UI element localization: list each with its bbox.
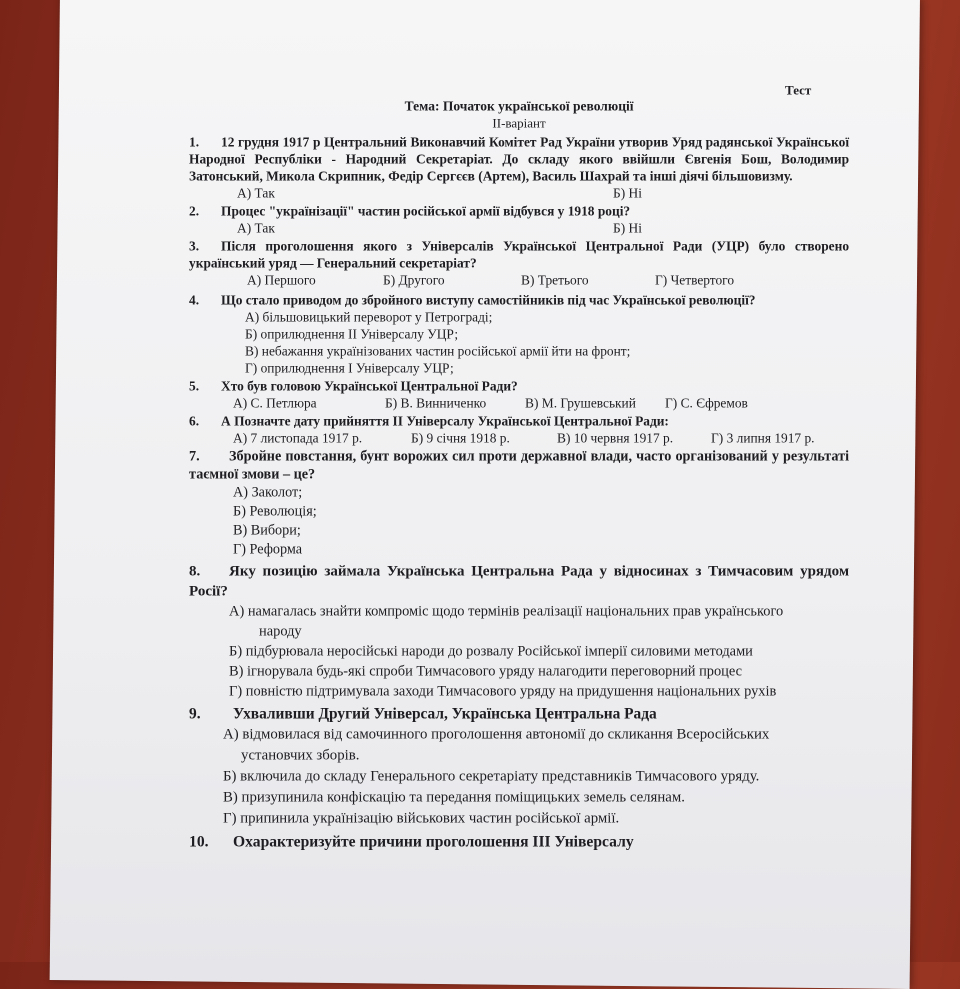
option-d: Г) оприлюднення І Універсалу УЦР; xyxy=(245,360,454,376)
question-number: 1. xyxy=(189,134,200,150)
option-b: Б) В. Винниченко xyxy=(385,395,487,411)
option-a-continued: народу xyxy=(259,623,302,640)
options-row xyxy=(237,219,849,236)
option-d: Г) С. Єфремов xyxy=(665,395,748,411)
question-number: 10. xyxy=(189,833,209,851)
question-9 xyxy=(189,703,849,724)
options-row xyxy=(237,184,849,201)
option-a: А) Першого xyxy=(247,272,316,288)
option-c: В) 10 червня 1917 р. xyxy=(557,430,674,446)
question-number: 6. xyxy=(189,413,200,429)
option-c: В) небажання українізованих частин російської армії йти на фронт; xyxy=(245,343,631,359)
option-a: А) намагалась знайти компроміс щодо термінів реалізації національних прав українського xyxy=(229,603,784,620)
question-text: А Позначте дату прийняття ІІ Універсалу Української Центральної Ради: xyxy=(221,413,669,429)
question-1 xyxy=(189,133,849,184)
option-d: Г) повністю підтримувала заходи Тимчасового уряду на придушення національних рухів xyxy=(229,683,777,700)
question-8 xyxy=(189,561,849,601)
options-row xyxy=(233,429,849,446)
question-text: Що стало приводом до збройного виступу самостійників під час Української революції? xyxy=(221,292,756,308)
option-d: Г) Реформа xyxy=(233,541,303,558)
page-title: Тема: Початок української революції xyxy=(404,98,634,114)
question-text: Процес "українізації" частин російської армії відбувся у 1918 році? xyxy=(221,203,631,219)
question-number: 3. xyxy=(189,238,200,254)
question-text: Яку позицію займала Українська Центральна Рада у відносинах з Тимчасовим урядом Росії? xyxy=(189,563,850,600)
option-a: А) більшовицький переворот у Петрограді; xyxy=(245,309,493,325)
options-row xyxy=(233,394,849,411)
question-number: 7. xyxy=(189,448,200,465)
option-a-continued: установчих зборів. xyxy=(241,747,360,764)
question-number: 2. xyxy=(189,203,200,219)
question-number: 9. xyxy=(189,705,201,723)
variant-label: ІІ-варіант xyxy=(492,115,546,131)
option-a: А) Заколот; xyxy=(233,484,303,501)
option-b: Б) Ні xyxy=(613,220,642,236)
question-text: Ухваливши Другий Універсал, Українська Центральна Рада xyxy=(233,705,657,723)
option-b: Б) підбурювала неросійські народи до розвалу Російської імперії силовими методами xyxy=(229,643,753,660)
option-b: Б) Революція; xyxy=(233,503,317,520)
test-label: Тест xyxy=(785,82,812,98)
question-number: 4. xyxy=(189,292,200,308)
question-text: Збройне повстання, бунт ворожих сил проти державної влади, часто організований у результаті таємної змови – це? xyxy=(189,448,850,483)
option-a: А) С. Петлюра xyxy=(233,395,317,411)
test-content xyxy=(189,81,849,853)
option-c: В) Вибори; xyxy=(233,522,301,539)
question-2 xyxy=(189,202,849,219)
question-5 xyxy=(189,377,849,394)
option-b: Б) Другого xyxy=(383,272,445,288)
question-text: Після проголошення якого з Універсалів Української Центральної Ради (УЦР) було створено український уряд — Генеральний секретаріат? xyxy=(189,238,850,271)
option-a: А) відмовилася від самочинного проголошення автономії до скликання Всеросійських xyxy=(223,726,770,743)
question-text: 12 грудня 1917 р Центральний Виконавчий Комітет Рад України утворив Уряд радянської Української Народної Республіки - Народний Секретаріат. До складу якого ввійшли Євгенія Бош, Володимир Затонський, Микола Скрипник, Федір Сергєєв (Артем), Василь Шахрай та інші діячі більшовизму. xyxy=(189,134,850,184)
question-3 xyxy=(189,237,849,271)
option-a: А) 7 листопада 1917 р. xyxy=(233,430,363,446)
question-7 xyxy=(189,447,849,483)
option-a: А) Так xyxy=(237,220,275,236)
option-d: Г) Четвертого xyxy=(655,272,735,288)
option-c: В) М. Грушевський xyxy=(525,395,636,411)
option-d: Г) припинила українізацію військових частин російської армії. xyxy=(223,810,620,827)
question-number: 8. xyxy=(189,563,201,580)
option-c: В) ігнорувала будь-які спроби Тимчасового уряду налагодити переговорний процес xyxy=(229,663,743,680)
question-6 xyxy=(189,412,849,429)
question-text: Хто був головою Української Центральної Ради? xyxy=(221,378,518,394)
options-row xyxy=(247,271,849,288)
option-c: В) Третього xyxy=(521,272,589,288)
option-b: Б) Ні xyxy=(613,185,642,201)
question-number: 5. xyxy=(189,378,200,394)
option-d: Г) 3 липня 1917 р. xyxy=(711,430,815,446)
option-b: Б) оприлюднення ІІ Універсалу УЦР; xyxy=(245,326,459,342)
option-a: А) Так xyxy=(237,185,275,201)
option-c: В) призупинила конфіскацію та передання поміщицьких земель селянам. xyxy=(223,789,685,806)
question-text: Охарактеризуйте причини проголошення ІІІ Універсалу xyxy=(233,833,634,851)
question-10 xyxy=(189,831,849,853)
option-b: Б) включила до складу Генерального секретаріату представників Тимчасового уряду. xyxy=(223,768,760,785)
paper-sheet xyxy=(50,0,920,989)
option-b: Б) 9 січня 1918 р. xyxy=(411,430,510,446)
question-4 xyxy=(189,291,849,308)
